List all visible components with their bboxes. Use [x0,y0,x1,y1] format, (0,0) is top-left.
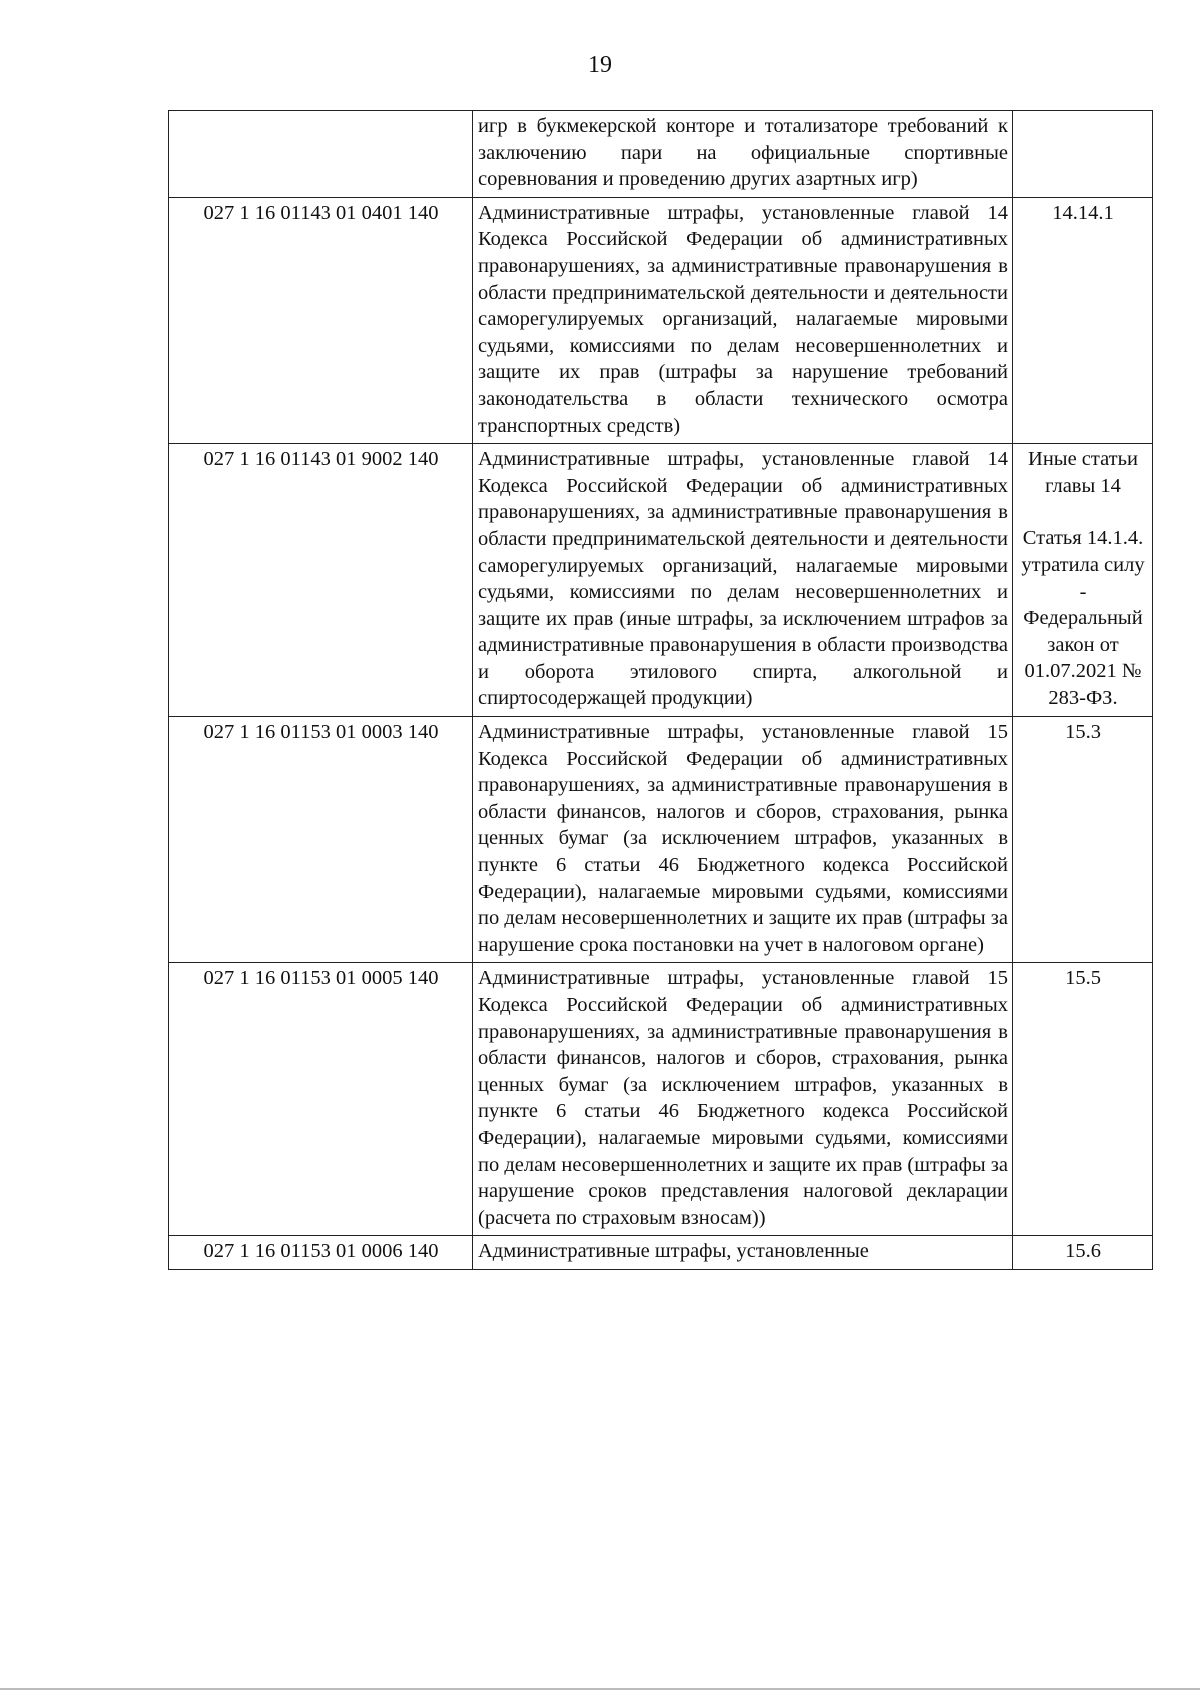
article-ref-note: Статья 14.1.4. утратила силу - Федеральный закон от 01.07.2021 № 283-ФЗ. [1021,527,1145,709]
article-ref: 15.6 [1013,1236,1153,1270]
fine-description: Административные штрафы, установленные главой 15 Кодекса Российской Федерации об административных правонарушениях, за административные правонарушения в области финансов, налогов и сборов, страхования, рынка ценных бумаг (за исключением штрафов, указанных в пункте 6 статьи 46 Бюджетного кодекса Российской Федерации), налагаемые мировыми судьями, комиссиями по делам несовершеннолетних и защите их прав (штрафы за нарушение сроков представления налоговой декларации (расчета по страховым взносам)) [473,963,1013,1236]
fee-codes-table [168,110,1153,1270]
article-ref: 15.5 [1013,963,1153,1236]
table-row [169,197,1153,443]
article-ref: 15.3 [1013,717,1153,963]
article-ref: 14.14.1 [1013,197,1153,443]
table-row [169,963,1153,1236]
table-row [169,717,1153,963]
budget-code: 027 1 16 01153 01 0006 140 [169,1236,473,1270]
page-number: 19 [588,52,612,78]
table-row [169,1236,1153,1270]
fine-description: Административные штрафы, установленные [473,1236,1013,1270]
budget-code: 027 1 16 01153 01 0003 140 [169,717,473,963]
article-ref [1013,444,1153,717]
table-row [169,111,1153,198]
article-ref-main: Иные статьи главы 14 [1028,448,1138,497]
budget-code [169,111,473,198]
table-row [169,444,1153,717]
fine-description: игр в букмекерской конторе и тотализаторе требований к заключению пари на официальные спортивные соревнования и проведению других азартных игр) [473,111,1013,198]
fine-description: Административные штрафы, установленные главой 14 Кодекса Российской Федерации об административных правонарушениях, за административные правонарушения в области предпринимательской деятельности и деятельности саморегулируемых организаций, налагаемые мировыми судьями, комиссиями по делам несовершеннолетних и защите их прав (иные штрафы, за исключением штрафов за административные правонарушения в области производства и оборота этилового спирта, алкогольной и спиртосодержащей продукции) [473,444,1013,717]
article-ref [1013,111,1153,198]
fine-description: Административные штрафы, установленные главой 14 Кодекса Российской Федерации об административных правонарушениях, за административные правонарушения в области предпринимательской деятельности и деятельности саморегулируемых организаций, налагаемые мировыми судьями, комиссиями по делам несовершеннолетних и защите их прав (штрафы за нарушение требований законодательства в области технического осмотра транспортных средств) [473,197,1013,443]
budget-code: 027 1 16 01153 01 0005 140 [169,963,473,1236]
budget-code: 027 1 16 01143 01 9002 140 [169,444,473,717]
budget-code: 027 1 16 01143 01 0401 140 [169,197,473,443]
fine-description: Административные штрафы, установленные главой 15 Кодекса Российской Федерации об административных правонарушениях, за административные правонарушения в области финансов, налогов и сборов, страхования, рынка ценных бумаг (за исключением штрафов, указанных в пункте 6 статьи 46 Бюджетного кодекса Российской Федерации), налагаемые мировыми судьями, комиссиями по делам несовершеннолетних и защите их прав (штрафы за нарушение срока постановки на учет в налоговом органе) [473,717,1013,963]
scan-edge-line [0,1688,1200,1690]
